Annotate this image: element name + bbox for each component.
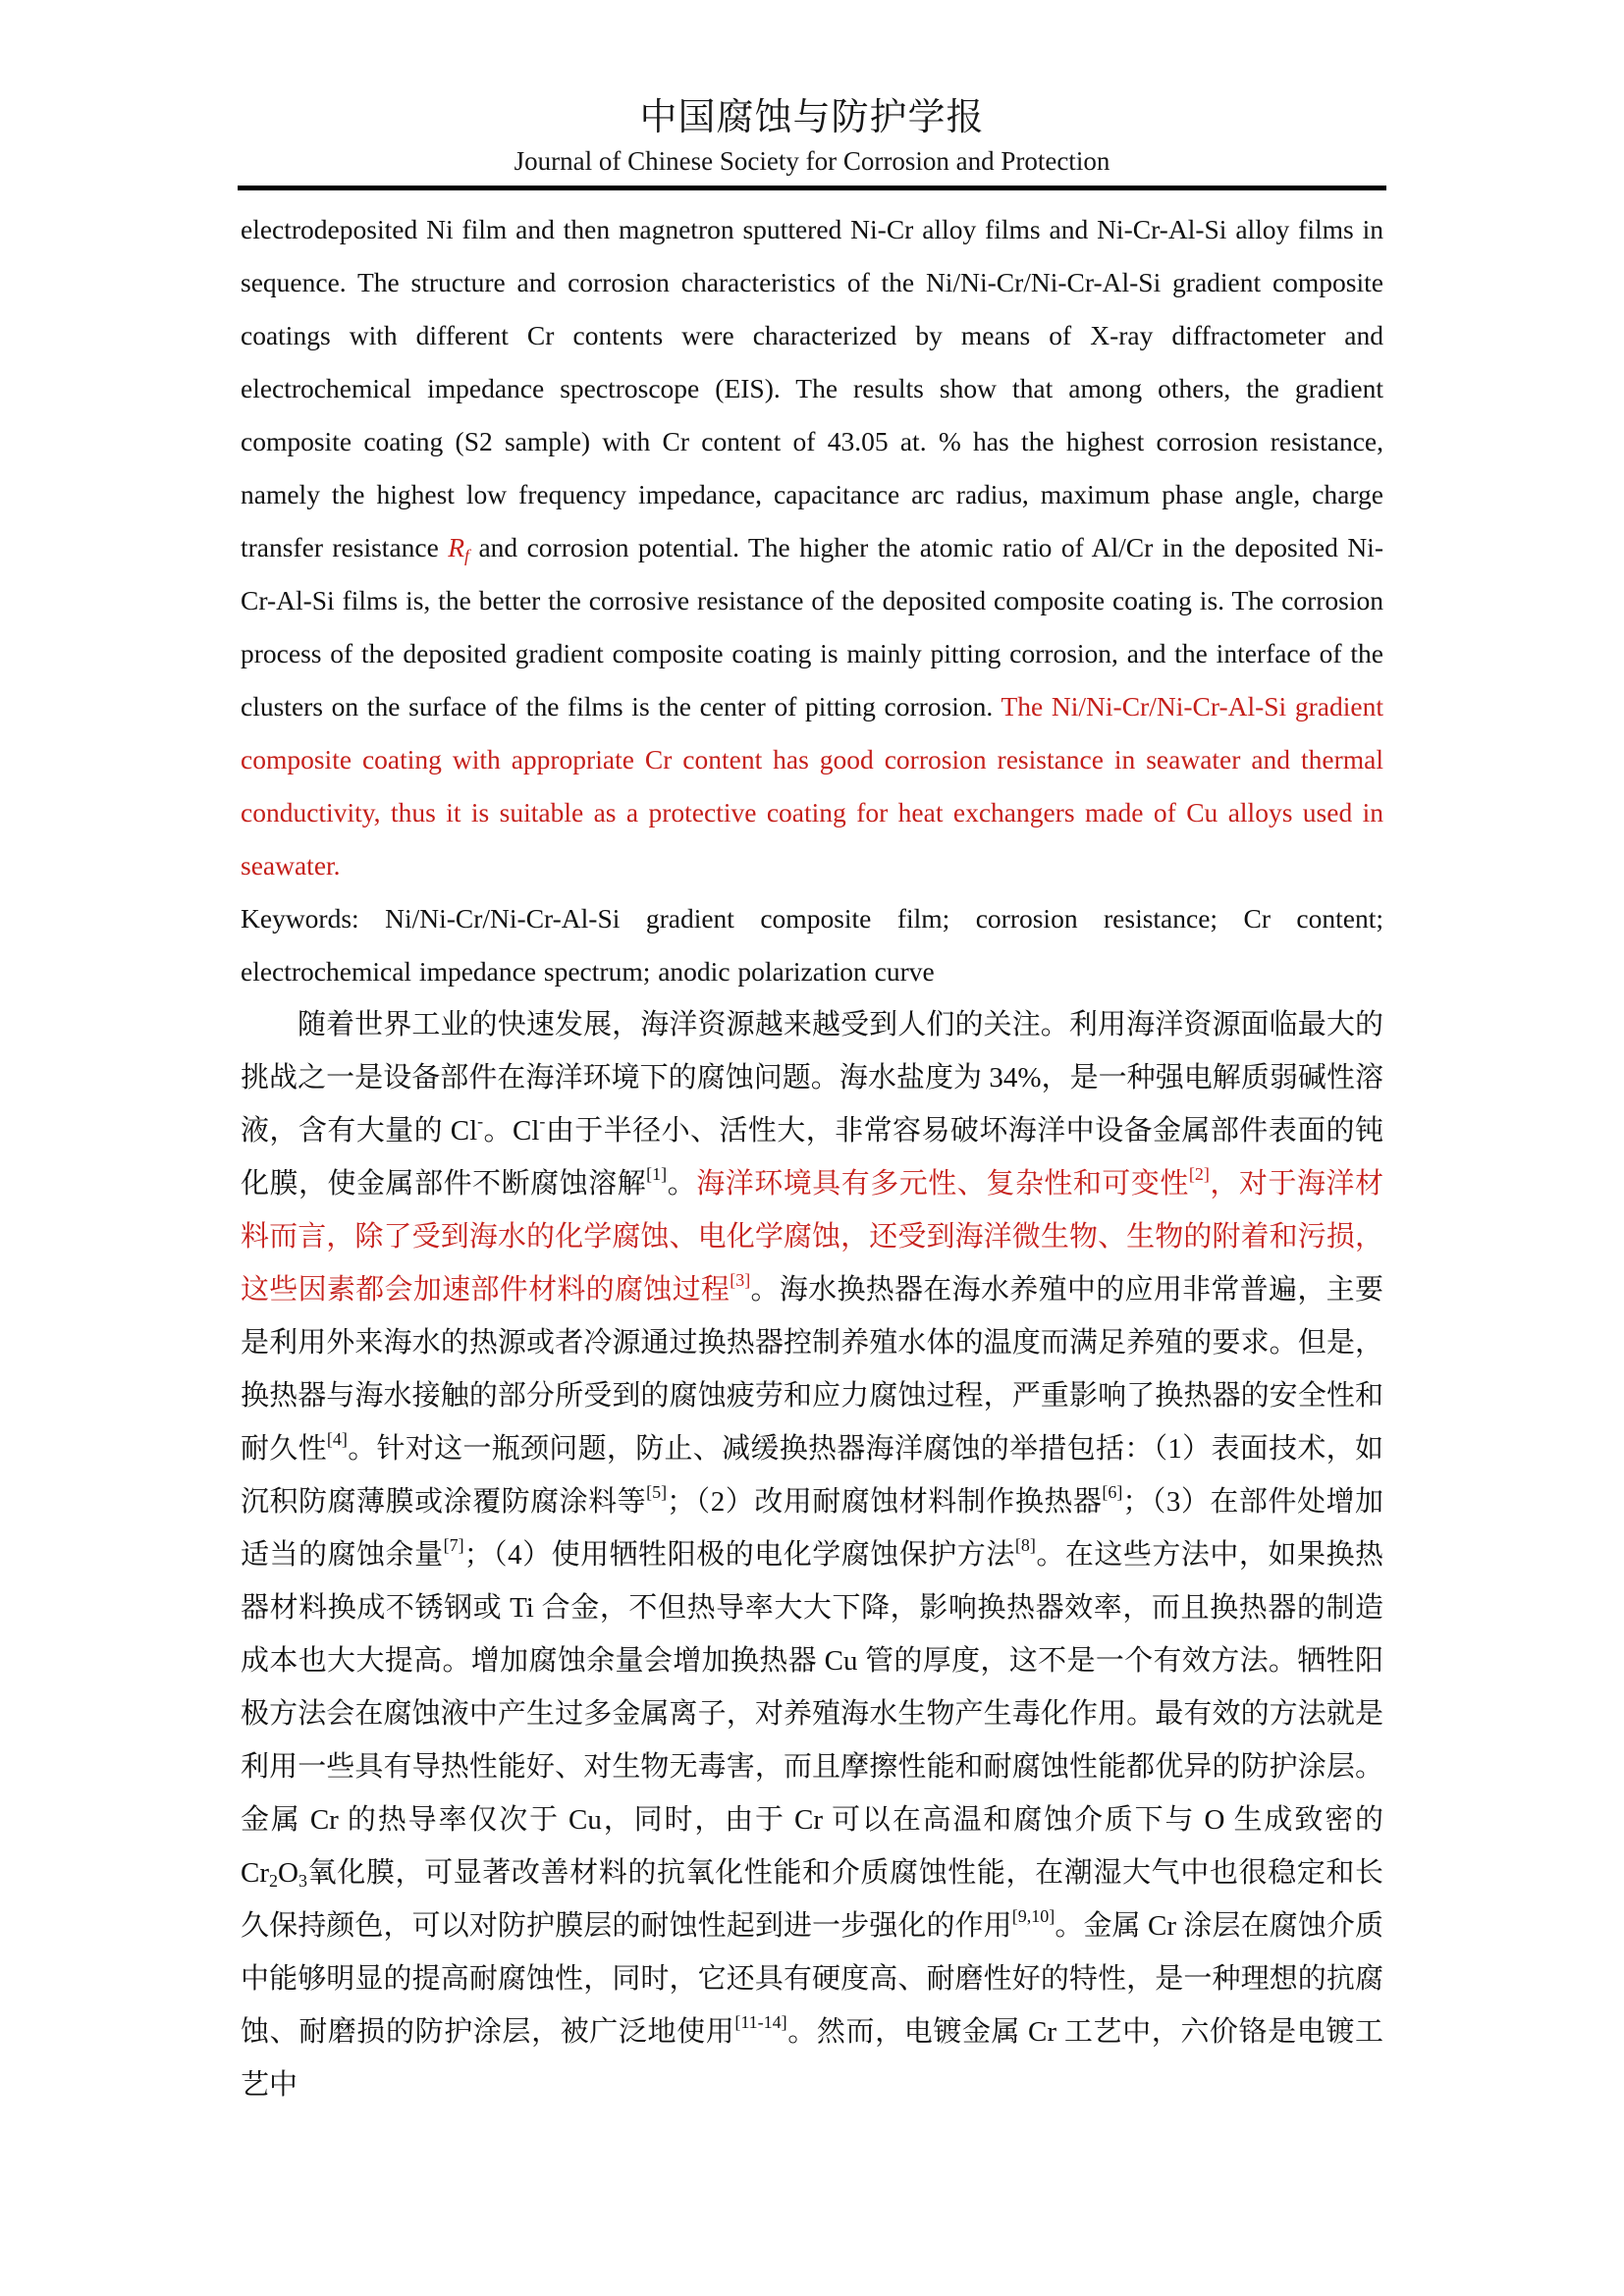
- chemical-formula-subscript: 2: [269, 1871, 278, 1891]
- citation-3: [3]: [730, 1270, 751, 1290]
- chloride-ion-superscript: -: [539, 1111, 546, 1131]
- keywords-text: Keywords: Ni/Ni-Cr/Ni-Cr-Al-Si gradient composite film; corrosion resistance; Cr content; electrochemical impedance spectrum; anodic polarization curve: [241, 903, 1383, 987]
- text-segment: 。然而，电镀金属 Cr 工艺中，六价铬是电镀工艺中: [241, 2016, 1383, 2101]
- abstract-paragraph: [241, 203, 1383, 892]
- keywords-paragraph: [241, 892, 1383, 998]
- intro-highlight-red: 海洋环境具有多元性、复杂性和可变性: [696, 1168, 1189, 1200]
- page-body-text: [241, 203, 1383, 2111]
- text-segment: 随着世界工业的快速发展，海洋资源越来越受到人们的关注。利用海洋资源面临最大的挑战之一是设备部件在海洋环境下的腐蚀问题。海水盐度为 34%，是一种强电解质弱碱性溶液，含有大量的 Cl: [241, 1009, 1383, 1147]
- citation-6: [6]: [1102, 1482, 1123, 1502]
- text-segment: ；（3）在部件处增加适当的腐蚀余量: [241, 1486, 1383, 1571]
- charge-transfer-resistance-symbol: R: [448, 532, 465, 562]
- citation-1: [1]: [646, 1164, 668, 1184]
- text-segment: 。Cl: [483, 1115, 540, 1147]
- chemical-formula-subscript: 3: [298, 1871, 307, 1891]
- text-segment: 。海水换热器在海水养殖中的应用非常普遍，主要是利用外来海水的热源或者冷源通过换热器控制养殖水体的温度而满足养殖的要求。但是，换热器与海水接触的部分所受到的腐蚀疲劳和应力腐蚀过程，严重影响了换热器的安全性和耐久性: [241, 1274, 1383, 1465]
- journal-title-en: Journal of Chinese Society for Corrosion and Protection: [514, 146, 1110, 176]
- citation-8: [8]: [1014, 1535, 1036, 1555]
- text-segment: 。针对这一瓶颈问题，防止、减缓换热器海洋腐蚀的举措包括：（1）表面技术，如沉积防腐薄膜或涂覆防腐涂料等: [241, 1433, 1383, 1518]
- abstract-highlight-red: The Ni/Ni-Cr/Ni-Cr-Al-Si gradient composite coating with appropriate Cr content has good corrosion resistance in seawater and thermal conductivity, thus it is suitable as a protective coating for heat exchangers made of Cu alloys used in seawater.: [241, 691, 1383, 881]
- journal-title-zh: 中国腐蚀与防护学报: [639, 97, 985, 138]
- page-header: [0, 94, 1624, 190]
- text-segment: 。在这些方法中，如果换热器材料换成不锈钢或 Ti 合金，不但热导率大大下降，影响换热器效率，而且换热器的制造成本也大大提高。增加腐蚀余量会增加换热器 Cu 管的厚度，这不是一个有效方法。牺牲阳极方法会在腐蚀液中产生过多金属离子，对养殖海水生物产生毒化作用。最有效的方法就是利用一些具有导热性能好、对生物无毒害，而且摩擦性能和耐腐蚀性能都优异的防护涂层。金属 Cr 的热导率仅次于 Cu，同时，由于 Cr 可以在高温和腐蚀介质下与 O 生成致密的 Cr: [241, 1539, 1383, 1889]
- text-segment: 。: [667, 1168, 697, 1200]
- introduction-paragraph: [241, 998, 1383, 2111]
- citation-4: [4]: [326, 1429, 348, 1449]
- text-segment: ；（4）使用牺牲阳极的电化学腐蚀保护方法: [463, 1539, 1015, 1571]
- citation-5: [5]: [646, 1482, 668, 1502]
- text-segment: 由于半径小、活性大，非常容易破坏海洋中设备金属部件表面的钝化膜，使金属部件不断腐蚀溶解: [241, 1115, 1383, 1200]
- text-segment: O: [278, 1857, 298, 1889]
- header-rule: [238, 186, 1386, 190]
- chloride-ion-superscript: -: [477, 1111, 484, 1131]
- text-segment: and corrosion potential. The higher the atomic ratio of Al/Cr in the deposited Ni-Cr-Al-Si films is, the better the corrosive resistance of the deposited composite coating is. The corrosion process of the deposited gradient composite coating is mainly pitting corrosion, and the interface of the clusters on the surface of the films is the center of pitting corrosion.: [241, 532, 1383, 721]
- text-segment: 氧化膜，可显著改善材料的抗氧化性能和介质腐蚀性能，在潮湿大气中也很稳定和长久保持颜色，可以对防护膜层的耐蚀性起到进一步强化的作用: [241, 1857, 1383, 1942]
- charge-transfer-resistance-subscript: f: [464, 546, 470, 565]
- citation-11-14: [11-14]: [734, 2012, 787, 2032]
- citation-9-10: [9,10]: [1011, 1906, 1056, 1926]
- citation-7: [7]: [443, 1535, 464, 1555]
- intro-highlight-red: ，对于海洋材料而言，除了受到海水的化学腐蚀、电化学腐蚀，还受到海洋微生物、生物的附着和污损，这些因素都会加速部件材料的腐蚀过程: [241, 1168, 1383, 1306]
- citation-2: [2]: [1188, 1164, 1210, 1184]
- text-segment: 。金属 Cr 涂层在腐蚀介质中能够明显的提高耐腐蚀性，同时，它还具有硬度高、耐磨性好的特性，是一种理想的抗腐蚀、耐磨损的防护涂层，被广泛地使用: [241, 1910, 1383, 2048]
- text-segment: ；（2）改用耐腐蚀材料制作换热器: [667, 1486, 1103, 1518]
- text-segment: electrodeposited Ni film and then magnetron sputtered Ni-Cr alloy films and Ni-Cr-Al-Si alloy films in sequence. The structure and corrosion characteristics of the Ni/Ni-Cr/Ni-Cr-Al-Si gradient composite coatings with different Cr contents were characterized by means of X-ray diffractometer and electrochemical impedance spectroscope (EIS). The results show that among others, the gradient composite coating (S2 sample) with Cr content of 43.05 at. % has the highest corrosion resistance, namely the highest low frequency impedance, capacitance arc radius, maximum phase angle, charge transfer resistance: [241, 214, 1383, 562]
